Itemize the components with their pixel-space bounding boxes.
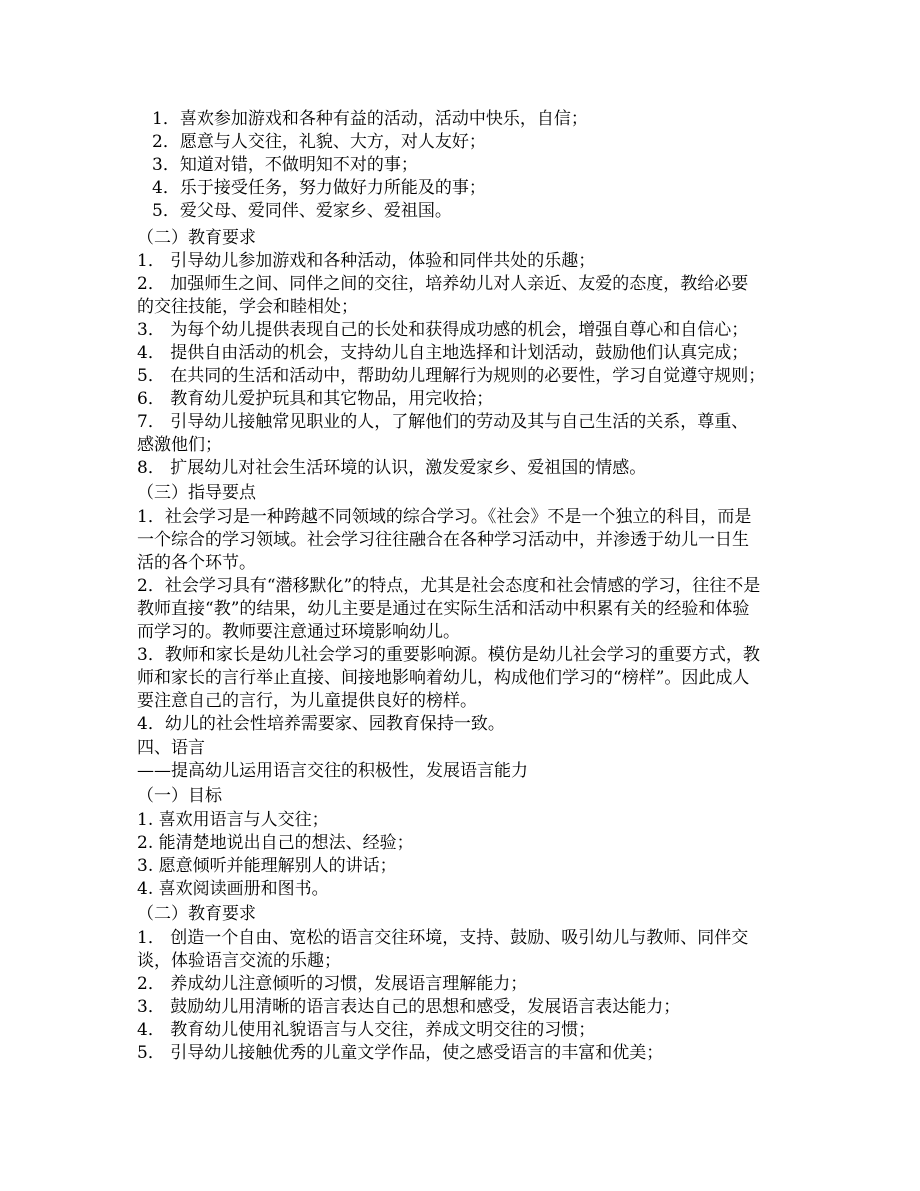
text-line: 4．乐于接受任务，努力做好力所能及的事；: [152, 178, 486, 198]
text-line: 4．幼儿的社会性培养需要家、园教育保持一致。: [137, 714, 505, 734]
text-line: 谈，体验语言交流的乐趣；: [137, 951, 341, 971]
text-line: 2．愿意与人交往，礼貌、大方，对人友好；: [152, 132, 486, 152]
section-heading: （二）教育要求: [137, 904, 256, 924]
text-line: 1． 引导幼儿参加游戏和各种活动，体验和同伴共处的乐趣；: [137, 251, 596, 271]
text-line: 2． 加强师生之间、同伴之间的交往，培养幼儿对人亲近、友爱的态度，教给必要: [137, 274, 749, 294]
text-line: 感激他们；: [137, 435, 222, 455]
text-line: 3. 愿意倾听并能理解别人的讲话；: [137, 856, 397, 876]
text-line: 一个综合的学习领域。社会学习往往融合在各种学习活动中，并渗透于幼儿一日生: [137, 530, 749, 550]
text-line: 7． 引导幼儿接触常见职业的人，了解他们的劳动及其与自己生活的关系，尊重、: [137, 412, 749, 432]
text-line: 5． 引导幼儿接触优秀的儿童文学作品，使之感受语言的丰富和优美；: [137, 1043, 664, 1063]
text-line: 3． 为每个幼儿提供表现自己的长处和获得成功感的机会，增强自尊心和自信心；: [137, 320, 749, 340]
text-line: 4． 提供自由活动的机会，支持幼儿自主地选择和计划活动，鼓励他们认真完成；: [137, 343, 749, 363]
text-line: 6． 教育幼儿爱护玩具和其它物品，用完收拾；: [137, 389, 494, 409]
text-line: 2． 养成幼儿注意倾听的习惯，发展语言理解能力；: [137, 974, 528, 994]
text-line: 5．爱父母、爱同伴、爱家乡、爱祖国。: [152, 201, 452, 221]
section-heading: 四、语言: [137, 738, 205, 758]
text-line: 1．喜欢参加游戏和各种有益的活动，活动中快乐，自信；: [152, 109, 588, 129]
text-line: 8． 扩展幼儿对社会生活环境的认识，激发爱家乡、爱祖国的情感。: [137, 458, 647, 478]
text-line: 活的各个环节。: [137, 553, 256, 573]
text-line: 而学习的。教师要注意通过环境影响幼儿。: [137, 622, 460, 642]
text-line: 教师直接“教”的结果，幼儿主要是通过在实际生活和活动中积累有关的经验和体验: [137, 599, 750, 619]
text-line: 1．社会学习是一种跨越不同领域的综合学习。《社会》不是一个独立的科目，而是: [137, 507, 752, 527]
section-heading: （三）指导要点: [137, 483, 256, 503]
section-heading: （二）教育要求: [137, 228, 256, 248]
text-line: 师和家长的言行举止直接、间接地影响着幼儿，构成他们学习的“榜样”。因此成人: [137, 668, 750, 688]
text-line: 4. 喜欢阅读画册和图书。: [137, 879, 329, 899]
text-line: 1． 创造一个自由、宽松的语言交往环境，支持、鼓励、吸引幼儿与教师、同伴交: [137, 928, 749, 948]
text-line: 1. 喜欢用语言与人交往；: [137, 810, 329, 830]
text-line: 4． 教育幼儿使用礼貌语言与人交往，养成文明交往的习惯；: [137, 1020, 596, 1040]
text-line: 2. 能清楚地说出自己的想法、经验；: [137, 833, 414, 853]
text-line: 的交往技能，学会和睦相处；: [137, 297, 358, 317]
text-line: 3．教师和家长是幼儿社会学习的重要影响源。模仿是幼儿社会学习的重要方式，教: [137, 645, 760, 665]
text-line: 5． 在共同的生活和活动中，帮助幼儿理解行为规则的必要性，学习自觉遵守规则；: [137, 366, 766, 386]
text-line: 要注意自己的言行，为儿童提供良好的榜样。: [137, 691, 477, 711]
text-line: 3．知道对错，不做明知不对的事；: [152, 155, 418, 175]
text-line: 2．社会学习具有“潜移默化”的特点，尤其是社会态度和社会情感的学习，往往不是: [137, 576, 761, 596]
text-line: 3． 鼓励幼儿用清晰的语言表达自己的思想和感受，发展语言表达能力；: [137, 997, 681, 1017]
section-heading: （一）目标: [137, 786, 222, 806]
section-subtitle: ——提高幼儿运用语言交往的积极性，发展语言能力: [137, 761, 528, 781]
